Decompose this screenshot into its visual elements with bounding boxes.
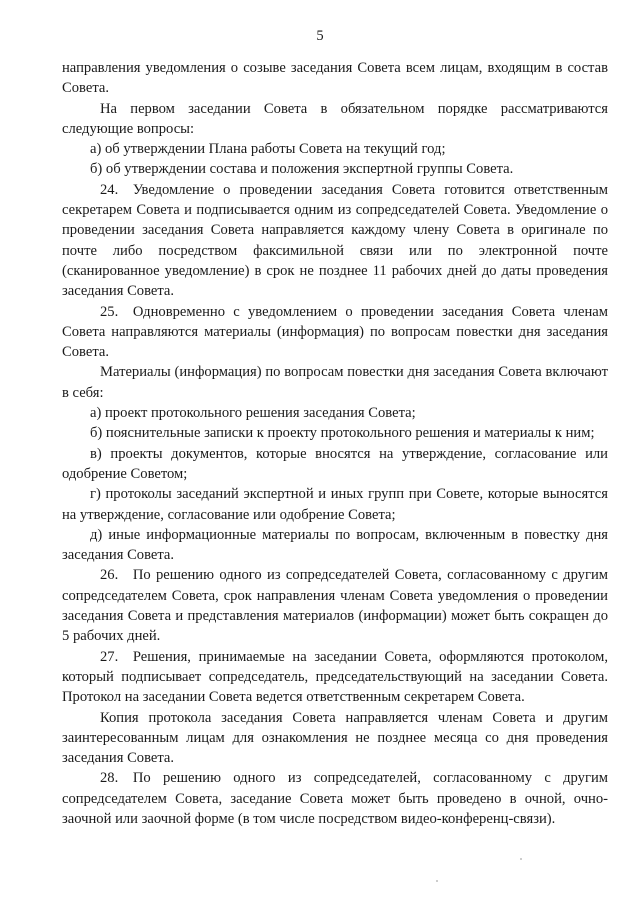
list-item-a-plan: а) об утверждении Плана работы Совета на текущий год;	[90, 141, 446, 158]
list-item-a-draft-decision: а) проект протокольного решения заседания Совета;	[90, 405, 416, 422]
page-number: 5	[316, 28, 324, 44]
paragraph-27: 27. Решения, принимаемые на заседании Совета, оформляются протоколом, который подписывает сопредседатель, председательствующий на заседании Совета. Протокол на заседании Совета ведется ответственным секретарем Совета.	[62, 648, 608, 706]
list-item-b-explanatory-notes: б) пояснительные записки к проекту протокольного решения и материалы к ним;	[90, 425, 595, 442]
paragraph-continuation: направления уведомления о созыве заседания Совета всем лицам, входящим в состав Совета.	[62, 60, 608, 97]
paragraph-28: 28. По решению одного из сопредседателей, согласованному с другим сопредседателем Совета, заседание Совета может быть проведено в очной, очно-заочной или заочной форме (в том числе посредством видео-конференц-связи).	[62, 770, 608, 827]
scan-speck	[436, 880, 438, 882]
list-item-v-draft-documents: в) проекты документов, которые вносятся на утверждение, согласование или одобрение Советом;	[62, 445, 608, 482]
paragraph-24: 24. Уведомление о проведении заседания Совета готовится ответственным секретарем Совета и подписывается одним из сопредседателей Совета. Уведомление о проведении заседания Совета направляется каждому члену Совета в оригинале по почте либо посредством факсимильной связи или по электронной почте (сканированное уведомление) в срок не позднее 11 рабочих дней до даты проведения заседания Совета.	[62, 181, 608, 300]
document-body	[62, 58, 608, 829]
paragraph-first-meeting: На первом заседании Совета в обязательном порядке рассматриваются следующие вопросы:	[62, 100, 608, 137]
paragraph-25: 25. Одновременно с уведомлением о проведении заседания Совета членам Совета направляются материалы (информация) по вопросам повестки дня заседания Совета.	[62, 303, 608, 361]
list-item-d-other-materials: д) иные информационные материалы по вопросам, включенным в повестку дня заседания Совета.	[62, 526, 608, 564]
scan-speck	[520, 858, 522, 860]
list-item-g-group-protocols: г) протоколы заседаний экспертной и иных групп при Совете, которые выносятся на утверждение, согласование или одобрение Совета;	[62, 486, 608, 523]
paragraph-protocol-copy: Копия протокола заседания Совета направляется членам Совета и другим заинтересованным лицам для ознакомления не позднее месяца со дня проведения заседания Совета.	[62, 709, 608, 767]
paragraph-materials: Материалы (информация) по вопросам повестки дня заседания Совета включают в себя:	[62, 364, 608, 401]
list-item-b-expert-group: б) об утверждении состава и положения экспертной группы Совета.	[90, 161, 514, 178]
paragraph-26: 26. По решению одного из сопредседателей Совета, согласованному с другим сопредседателем Совета, срок направления членам Совета уведомления о проведении заседания Совета и представления материалов (информации) может быть сокращен до 5 рабочих дней.	[62, 567, 608, 645]
